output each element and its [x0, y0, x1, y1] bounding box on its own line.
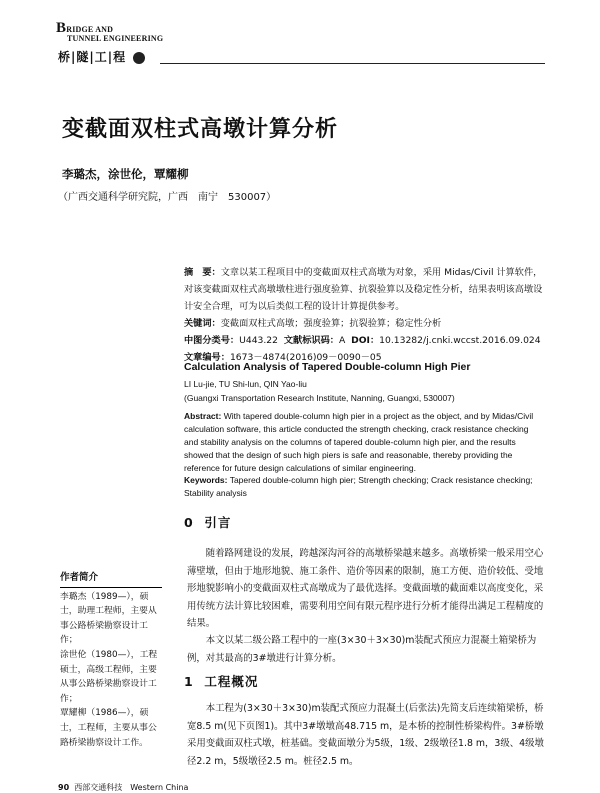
logo-line1: RIDGE AND [66, 25, 114, 34]
english-title: Calculation Analysis of Tapered Double-column High Pier [184, 361, 471, 373]
article-authors: 李璐杰，涂世伦，覃耀柳 [62, 167, 189, 181]
section-1-paragraph-1: 本工程为(3×30＋3×30)m装配式预应力混凝土(后张法)先简支后连续箱梁桥，桥宽8.5 m(见下页图1)。其中3#墩墩高48.715 m，是本桥的控制性桥梁构件。3#桥墩采用变截面双柱式墩，桩基础。变截面墩分为5级，1级、2级墩径1.8 m，3级、4级墩径2.2 m，5级墩径2.5 m。桩径2.5 m。 [187, 703, 544, 767]
english-keywords-text: Tapered double-column high pier; Strength checking; Crack resistance checking; Stability analysis [184, 475, 533, 498]
chinese-abstract-block [184, 264, 544, 366]
abstract-cn [184, 264, 544, 315]
journal-name-text: 桥|隧|工|程 [58, 50, 127, 64]
journal-emblem-icon [133, 52, 145, 64]
english-affiliation: (Guangxi Transportation Research Institute, Nanning, Guangxi, 530007) [184, 393, 455, 403]
article-no-value: 1673－4874(2016)09－0090－05 [229, 352, 382, 363]
page-footer [58, 782, 188, 793]
article-no-label: 文章编号： [184, 352, 230, 363]
article-affiliation: （广西交通科学研究院，广西 南宁 530007） [58, 192, 277, 203]
author-bio-3: 覃耀柳（1986—），硕士，工程师，主要从事公路桥梁勘察设计工作。 [60, 708, 157, 748]
english-keywords [184, 474, 544, 500]
doc-code-label: 文献标识码： [283, 335, 339, 346]
section-0-paragraph-1: 随着路网建设的发展，跨越深沟河谷的高墩桥梁越来越多。高墩桥梁一般采用空心薄壁墩，但由于地形地貌、施工条件、造价等因素的限制，施工方便、造价较低、受地形地貌影响小的变截面双柱式高墩成为了最优选择。变截面墩的截面难以高度变化，采用传统方法计算比较困难，需要利用空间有限元程序进行分析才能得出满足工程精度的结果。 [187, 548, 544, 629]
section-1-number: 1 [184, 674, 194, 689]
section-1-heading [184, 672, 258, 690]
english-abstract [184, 410, 544, 475]
journal-logo [56, 20, 164, 43]
header-rule [160, 63, 545, 64]
page-number: 90 [58, 783, 70, 792]
doc-code-value: A [338, 335, 346, 346]
english-authors: LI Lu-jie, TU Shi-lun, QIN Yao-liu [184, 379, 307, 389]
clc-label: 中图分类号： [184, 335, 240, 346]
doi-value: 10.13282/j.cnki.wccst.2016.09.024 [379, 335, 541, 346]
logo-letter: B [56, 20, 67, 36]
footer-journal: 西部交通科技 Western China [74, 783, 189, 792]
abstract-label: 摘 要： [184, 267, 221, 278]
section-0-number: 0 [184, 515, 194, 530]
keywords-cn [184, 315, 544, 332]
section-0-title: 引言 [204, 515, 232, 530]
section-0-heading [184, 513, 231, 531]
section-1-title: 工程概况 [204, 674, 259, 689]
article-title: 变截面双柱式高墩计算分析 [62, 117, 339, 142]
classification-line [184, 332, 544, 349]
author-bio-2: 涂世伦（1980—），工程硕士，高级工程师，主要从事公路桥梁勘察设计工作； [60, 649, 158, 704]
author-bio-1: 李璐杰（1989—），硕士，助理工程师，主要从事公路桥梁勘察设计工作； [60, 591, 157, 646]
english-abstract-text: With tapered double-column high pier in a project as the object, and by Midas/Civil calculation software, this article conducted the strength checking, crack resistance checking and stability analysis on the columns of tapered double-column high pier, and the results showed that the design of such high piers is safe and reasonable, thereby providing the reference for future design calculations of similar engineering. [184, 411, 534, 473]
logo-line2: TUNNEL ENGINEERING [67, 34, 164, 43]
keywords-label: 关键词： [184, 318, 221, 329]
keywords-text: 变截面双柱式高墩；强度验算；抗裂验算；稳定性分析 [220, 318, 442, 329]
author-bio-title: 作者简介 [60, 571, 162, 588]
doi-label: DOI： [351, 335, 380, 346]
clc-value: U443.22 [239, 335, 278, 346]
english-keywords-label: Keywords: [184, 475, 228, 485]
section-0-paragraph-2: 本文以某二级公路工程中的一座(3×30＋3×30)m装配式预应力混凝土箱梁桥为例，对其最高的3#墩进行计算分析。 [187, 635, 537, 664]
abstract-text: 文章以某工程项目中的变截面双柱式高墩为对象，采用 Midas/Civil 计算软件，对该变截面双柱式高墩墩柱进行强度验算、抗裂验算以及稳定性分析，结果表明该高墩设计安全合理，可为以后类似工程的设计计算提供参考。 [184, 267, 543, 312]
author-bio-sidebar [60, 571, 162, 750]
journal-name-cn [58, 48, 145, 65]
english-abstract-label: Abstract: [184, 411, 222, 421]
